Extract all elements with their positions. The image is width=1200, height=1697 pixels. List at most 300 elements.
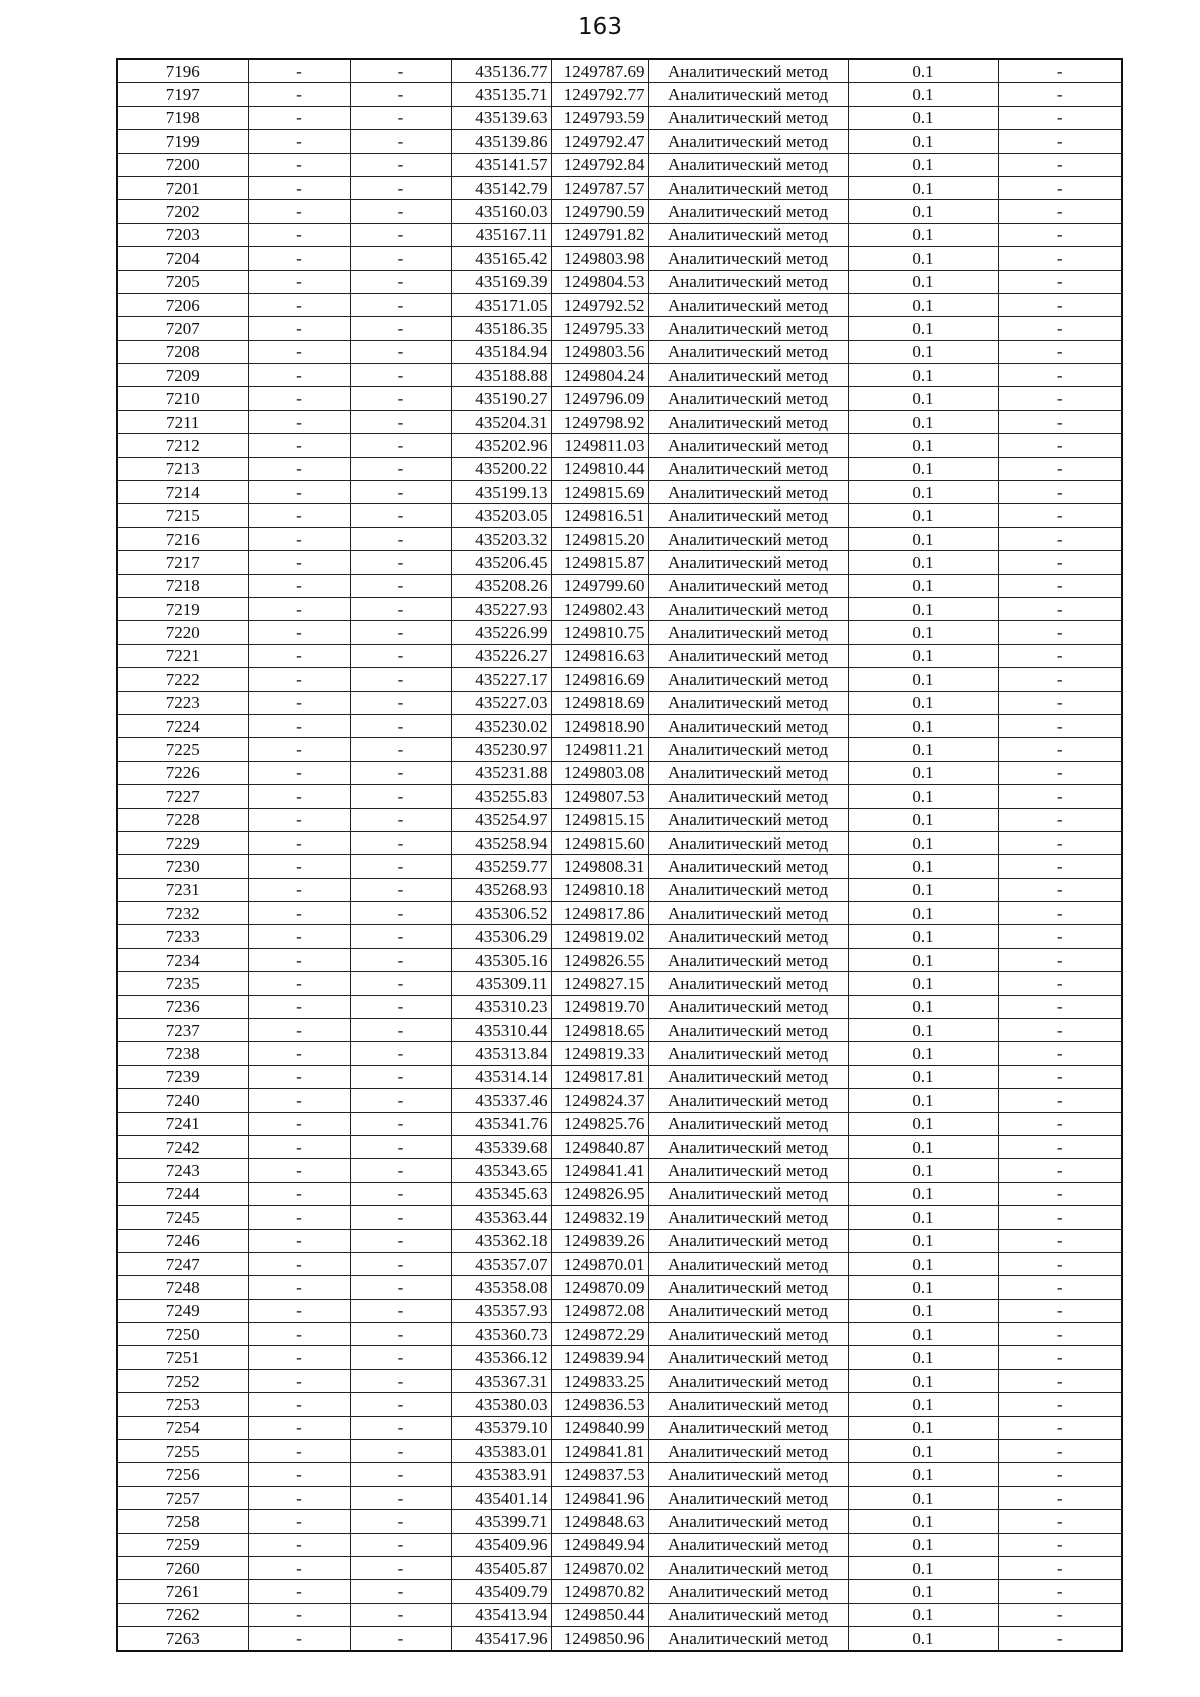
point-number-cell: 7206 [117,293,248,316]
col8-cell: - [998,668,1122,691]
x-coordinate-cell: 435383.91 [451,1463,551,1486]
point-number-cell: 7218 [117,574,248,597]
y-coordinate-cell: 1249819.02 [551,925,648,948]
point-number-cell: 7222 [117,668,248,691]
col3-cell: - [350,1159,451,1182]
x-coordinate-cell: 435231.88 [451,761,551,784]
col8-cell: - [998,364,1122,387]
col8-cell: - [998,317,1122,340]
accuracy-cell: 0.1 [848,808,998,831]
col2-cell: - [248,410,350,433]
method-cell: Аналитический метод [648,761,848,784]
y-coordinate-cell: 1249817.81 [551,1065,648,1088]
x-coordinate-cell: 435383.01 [451,1440,551,1463]
table-row [117,270,1122,293]
col8-cell: - [998,1369,1122,1392]
table-row [117,364,1122,387]
col3-cell: - [350,785,451,808]
table-row [117,691,1122,714]
col3-cell: - [350,1510,451,1533]
accuracy-cell: 0.1 [848,1042,998,1065]
point-number-cell: 7234 [117,948,248,971]
x-coordinate-cell: 435199.13 [451,481,551,504]
table-row [117,621,1122,644]
y-coordinate-cell: 1249792.84 [551,153,648,176]
table-row [117,761,1122,784]
col8-cell: - [998,106,1122,129]
col3-cell: - [350,153,451,176]
table-row [117,1182,1122,1205]
x-coordinate-cell: 435401.14 [451,1486,551,1509]
col8-cell: - [998,1603,1122,1626]
point-number-cell: 7252 [117,1369,248,1392]
accuracy-cell: 0.1 [848,293,998,316]
point-number-cell: 7197 [117,83,248,106]
accuracy-cell: 0.1 [848,504,998,527]
col2-cell: - [248,972,350,995]
col8-cell: - [998,1089,1122,1112]
col3-cell: - [350,1112,451,1135]
y-coordinate-cell: 1249826.55 [551,948,648,971]
x-coordinate-cell: 435380.03 [451,1393,551,1416]
accuracy-cell: 0.1 [848,1276,998,1299]
x-coordinate-cell: 435227.17 [451,668,551,691]
x-coordinate-cell: 435362.18 [451,1229,551,1252]
col3-cell: - [350,1019,451,1042]
col2-cell: - [248,785,350,808]
point-number-cell: 7253 [117,1393,248,1416]
method-cell: Аналитический метод [648,434,848,457]
accuracy-cell: 0.1 [848,130,998,153]
col2-cell: - [248,1416,350,1439]
table-row [117,457,1122,480]
col8-cell: - [998,1346,1122,1369]
method-cell: Аналитический метод [648,1135,848,1158]
col8-cell: - [998,1486,1122,1509]
col3-cell: - [350,1580,451,1603]
method-cell: Аналитический метод [648,1042,848,1065]
x-coordinate-cell: 435305.16 [451,948,551,971]
col3-cell: - [350,293,451,316]
table-row [117,1065,1122,1088]
y-coordinate-cell: 1249815.60 [551,831,648,854]
x-coordinate-cell: 435141.57 [451,153,551,176]
col3-cell: - [350,1557,451,1580]
method-cell: Аналитический метод [648,995,848,1018]
table-row [117,527,1122,550]
y-coordinate-cell: 1249870.09 [551,1276,648,1299]
table-row [117,1580,1122,1603]
col3-cell: - [350,1346,451,1369]
x-coordinate-cell: 435339.68 [451,1135,551,1158]
point-number-cell: 7250 [117,1323,248,1346]
y-coordinate-cell: 1249791.82 [551,223,648,246]
point-number-cell: 7224 [117,714,248,737]
accuracy-cell: 0.1 [848,59,998,83]
y-coordinate-cell: 1249819.70 [551,995,648,1018]
col3-cell: - [350,317,451,340]
table-row [117,247,1122,270]
col3-cell: - [350,1440,451,1463]
y-coordinate-cell: 1249810.44 [551,457,648,480]
accuracy-cell: 0.1 [848,1252,998,1275]
col8-cell: - [998,410,1122,433]
accuracy-cell: 0.1 [848,597,998,620]
y-coordinate-cell: 1249849.94 [551,1533,648,1556]
col2-cell: - [248,340,350,363]
y-coordinate-cell: 1249798.92 [551,410,648,433]
col3-cell: - [350,995,451,1018]
point-number-cell: 7200 [117,153,248,176]
point-number-cell: 7246 [117,1229,248,1252]
accuracy-cell: 0.1 [848,668,998,691]
table-row [117,1323,1122,1346]
col3-cell: - [350,387,451,410]
accuracy-cell: 0.1 [848,270,998,293]
x-coordinate-cell: 435226.27 [451,644,551,667]
table-row [117,878,1122,901]
col3-cell: - [350,364,451,387]
col8-cell: - [998,714,1122,737]
col3-cell: - [350,574,451,597]
x-coordinate-cell: 435268.93 [451,878,551,901]
col2-cell: - [248,1229,350,1252]
col2-cell: - [248,176,350,199]
col2-cell: - [248,200,350,223]
table-row [117,340,1122,363]
col2-cell: - [248,1112,350,1135]
method-cell: Аналитический метод [648,551,848,574]
y-coordinate-cell: 1249803.98 [551,247,648,270]
col3-cell: - [350,504,451,527]
col3-cell: - [350,1416,451,1439]
col3-cell: - [350,223,451,246]
point-number-cell: 7231 [117,878,248,901]
y-coordinate-cell: 1249807.53 [551,785,648,808]
accuracy-cell: 0.1 [848,785,998,808]
col3-cell: - [350,714,451,737]
method-cell: Аналитический метод [648,925,848,948]
x-coordinate-cell: 435413.94 [451,1603,551,1626]
x-coordinate-cell: 435203.05 [451,504,551,527]
table-row [117,1252,1122,1275]
col2-cell: - [248,714,350,737]
x-coordinate-cell: 435417.96 [451,1627,551,1651]
table-row [117,1346,1122,1369]
col3-cell: - [350,761,451,784]
col8-cell: - [998,270,1122,293]
method-cell: Аналитический метод [648,855,848,878]
point-number-cell: 7248 [117,1276,248,1299]
point-number-cell: 7214 [117,481,248,504]
col8-cell: - [998,1112,1122,1135]
col8-cell: - [998,1135,1122,1158]
accuracy-cell: 0.1 [848,1135,998,1158]
table-row [117,1369,1122,1392]
x-coordinate-cell: 435184.94 [451,340,551,363]
y-coordinate-cell: 1249839.94 [551,1346,648,1369]
col8-cell: - [998,1019,1122,1042]
col8-cell: - [998,995,1122,1018]
y-coordinate-cell: 1249872.29 [551,1323,648,1346]
point-number-cell: 7221 [117,644,248,667]
col2-cell: - [248,270,350,293]
point-number-cell: 7236 [117,995,248,1018]
x-coordinate-cell: 435226.99 [451,621,551,644]
x-coordinate-cell: 435188.88 [451,364,551,387]
accuracy-cell: 0.1 [848,176,998,199]
col3-cell: - [350,59,451,83]
col8-cell: - [998,785,1122,808]
y-coordinate-cell: 1249816.69 [551,668,648,691]
col8-cell: - [998,1463,1122,1486]
x-coordinate-cell: 435357.07 [451,1252,551,1275]
x-coordinate-cell: 435405.87 [451,1557,551,1580]
col3-cell: - [350,855,451,878]
point-number-cell: 7212 [117,434,248,457]
col8-cell: - [998,340,1122,363]
table-row [117,1299,1122,1322]
point-number-cell: 7238 [117,1042,248,1065]
x-coordinate-cell: 435409.96 [451,1533,551,1556]
col3-cell: - [350,1463,451,1486]
col3-cell: - [350,644,451,667]
point-number-cell: 7208 [117,340,248,363]
table-row [117,83,1122,106]
point-number-cell: 7201 [117,176,248,199]
col3-cell: - [350,1369,451,1392]
table-row [117,1206,1122,1229]
table-row [117,1276,1122,1299]
method-cell: Аналитический метод [648,668,848,691]
x-coordinate-cell: 435160.03 [451,200,551,223]
col2-cell: - [248,1463,350,1486]
x-coordinate-cell: 435139.86 [451,130,551,153]
table-row [117,785,1122,808]
point-number-cell: 7230 [117,855,248,878]
col8-cell: - [998,481,1122,504]
y-coordinate-cell: 1249795.33 [551,317,648,340]
x-coordinate-cell: 435360.73 [451,1323,551,1346]
col3-cell: - [350,1486,451,1509]
x-coordinate-cell: 435379.10 [451,1416,551,1439]
y-coordinate-cell: 1249799.60 [551,574,648,597]
col8-cell: - [998,1393,1122,1416]
point-number-cell: 7211 [117,410,248,433]
y-coordinate-cell: 1249872.08 [551,1299,648,1322]
y-coordinate-cell: 1249848.63 [551,1510,648,1533]
col2-cell: - [248,481,350,504]
table-row [117,59,1122,83]
col3-cell: - [350,247,451,270]
table-row [117,551,1122,574]
x-coordinate-cell: 435136.77 [451,59,551,83]
col2-cell: - [248,106,350,129]
accuracy-cell: 0.1 [848,1440,998,1463]
y-coordinate-cell: 1249841.96 [551,1486,648,1509]
table-row [117,1510,1122,1533]
table-row [117,176,1122,199]
point-number-cell: 7261 [117,1580,248,1603]
col8-cell: - [998,1557,1122,1580]
table-row [117,1042,1122,1065]
point-number-cell: 7262 [117,1603,248,1626]
y-coordinate-cell: 1249827.15 [551,972,648,995]
coordinates-table [116,58,1123,1652]
col3-cell: - [350,1182,451,1205]
point-number-cell: 7220 [117,621,248,644]
col2-cell: - [248,293,350,316]
table-row [117,668,1122,691]
col2-cell: - [248,1019,350,1042]
col8-cell: - [998,1416,1122,1439]
col8-cell: - [998,1159,1122,1182]
accuracy-cell: 0.1 [848,340,998,363]
accuracy-cell: 0.1 [848,878,998,901]
col2-cell: - [248,1159,350,1182]
method-cell: Аналитический метод [648,902,848,925]
col2-cell: - [248,668,350,691]
y-coordinate-cell: 1249787.69 [551,59,648,83]
accuracy-cell: 0.1 [848,995,998,1018]
y-coordinate-cell: 1249792.47 [551,130,648,153]
col2-cell: - [248,130,350,153]
table-row [117,1135,1122,1158]
accuracy-cell: 0.1 [848,434,998,457]
accuracy-cell: 0.1 [848,925,998,948]
x-coordinate-cell: 435142.79 [451,176,551,199]
col2-cell: - [248,644,350,667]
col2-cell: - [248,1299,350,1322]
point-number-cell: 7202 [117,200,248,223]
method-cell: Аналитический метод [648,574,848,597]
col8-cell: - [998,527,1122,550]
x-coordinate-cell: 435139.63 [451,106,551,129]
accuracy-cell: 0.1 [848,387,998,410]
table-row [117,106,1122,129]
table-row [117,1112,1122,1135]
x-coordinate-cell: 435313.84 [451,1042,551,1065]
col2-cell: - [248,434,350,457]
y-coordinate-cell: 1249790.59 [551,200,648,223]
y-coordinate-cell: 1249832.19 [551,1206,648,1229]
table-row [117,738,1122,761]
method-cell: Аналитический метод [648,621,848,644]
y-coordinate-cell: 1249810.75 [551,621,648,644]
accuracy-cell: 0.1 [848,714,998,737]
method-cell: Аналитический метод [648,1323,848,1346]
accuracy-cell: 0.1 [848,106,998,129]
y-coordinate-cell: 1249840.87 [551,1135,648,1158]
y-coordinate-cell: 1249818.65 [551,1019,648,1042]
col2-cell: - [248,387,350,410]
accuracy-cell: 0.1 [848,1299,998,1322]
accuracy-cell: 0.1 [848,691,998,714]
table-row [117,317,1122,340]
method-cell: Аналитический метод [648,317,848,340]
table-row [117,434,1122,457]
x-coordinate-cell: 435367.31 [451,1369,551,1392]
method-cell: Аналитический метод [648,1112,848,1135]
col2-cell: - [248,223,350,246]
x-coordinate-cell: 435204.31 [451,410,551,433]
accuracy-cell: 0.1 [848,644,998,667]
col2-cell: - [248,1089,350,1112]
col8-cell: - [998,925,1122,948]
col2-cell: - [248,761,350,784]
table-row [117,808,1122,831]
y-coordinate-cell: 1249803.08 [551,761,648,784]
table-row [117,1416,1122,1439]
method-cell: Аналитический метод [648,387,848,410]
col2-cell: - [248,527,350,550]
x-coordinate-cell: 435186.35 [451,317,551,340]
y-coordinate-cell: 1249815.20 [551,527,648,550]
col3-cell: - [350,1206,451,1229]
method-cell: Аналитический метод [648,200,848,223]
col3-cell: - [350,1533,451,1556]
table-row [117,597,1122,620]
point-number-cell: 7227 [117,785,248,808]
col3-cell: - [350,1299,451,1322]
point-number-cell: 7228 [117,808,248,831]
col3-cell: - [350,434,451,457]
col2-cell: - [248,831,350,854]
col2-cell: - [248,153,350,176]
point-number-cell: 7213 [117,457,248,480]
table-row [117,1089,1122,1112]
table-row [117,1603,1122,1626]
col2-cell: - [248,1580,350,1603]
col8-cell: - [998,1440,1122,1463]
col8-cell: - [998,387,1122,410]
x-coordinate-cell: 435135.71 [451,83,551,106]
point-number-cell: 7215 [117,504,248,527]
table-row [117,831,1122,854]
method-cell: Аналитический метод [648,106,848,129]
table-row [117,925,1122,948]
method-cell: Аналитический метод [648,340,848,363]
col8-cell: - [998,200,1122,223]
col2-cell: - [248,1042,350,1065]
x-coordinate-cell: 435310.44 [451,1019,551,1042]
accuracy-cell: 0.1 [848,1323,998,1346]
method-cell: Аналитический метод [648,1276,848,1299]
col8-cell: - [998,504,1122,527]
accuracy-cell: 0.1 [848,83,998,106]
point-number-cell: 7255 [117,1440,248,1463]
accuracy-cell: 0.1 [848,1580,998,1603]
col8-cell: - [998,761,1122,784]
point-number-cell: 7244 [117,1182,248,1205]
col2-cell: - [248,1065,350,1088]
table-row [117,200,1122,223]
point-number-cell: 7242 [117,1135,248,1158]
col8-cell: - [998,738,1122,761]
col2-cell: - [248,59,350,83]
point-number-cell: 7240 [117,1089,248,1112]
method-cell: Аналитический метод [648,948,848,971]
table-row [117,1486,1122,1509]
accuracy-cell: 0.1 [848,410,998,433]
point-number-cell: 7216 [117,527,248,550]
x-coordinate-cell: 435208.26 [451,574,551,597]
method-cell: Аналитический метод [648,691,848,714]
col8-cell: - [998,878,1122,901]
point-number-cell: 7199 [117,130,248,153]
accuracy-cell: 0.1 [848,1089,998,1112]
accuracy-cell: 0.1 [848,831,998,854]
